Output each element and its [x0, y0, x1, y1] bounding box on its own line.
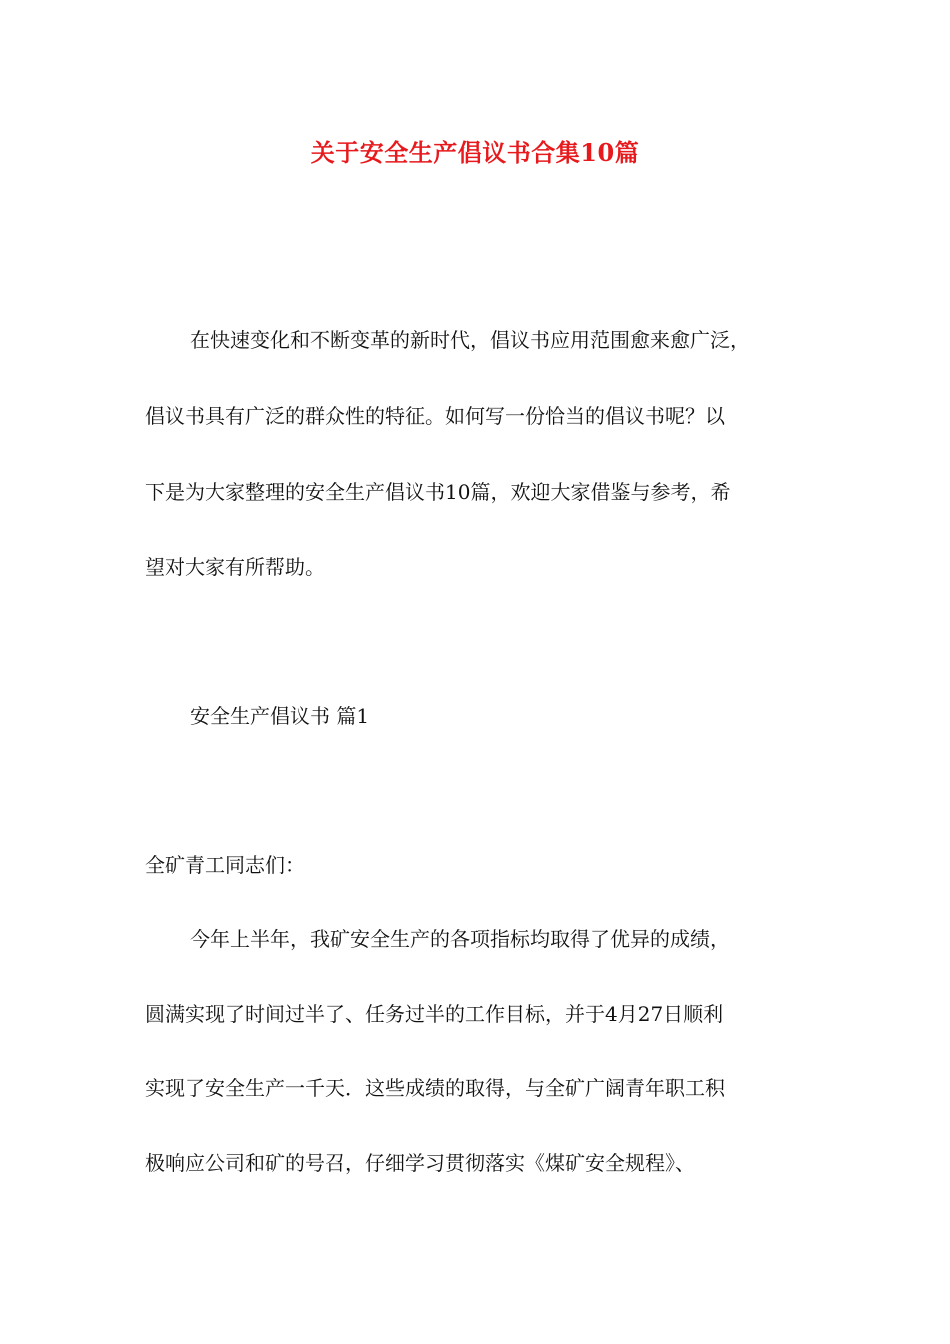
intro-line-3: 下是为大家整理的安全生产倡议书10篇，欢迎大家借鉴与参考，希 — [145, 480, 731, 504]
body-line-3: 实现了安全生产一千天．这些成绩的取得，与全矿广阔青年职工积 — [145, 1076, 725, 1100]
intro-line-1: 在快速变化和不断变革的新时代，倡议书应用范围愈来愈广泛， — [190, 328, 750, 352]
intro-line-4: 望对大家有所帮助。 — [145, 555, 325, 579]
document-title: 关于安全生产倡议书合集10篇 — [310, 138, 640, 167]
body-line-2: 圆满实现了时间过半了、任务过半的工作目标，并于4月27日顺利 — [145, 1002, 724, 1026]
section-heading: 安全生产倡议书 篇1 — [190, 704, 370, 728]
intro-line-2: 倡议书具有广泛的群众性的特征。如何写一份恰当的倡议书呢？以 — [145, 404, 725, 428]
body-line-4: 极响应公司和矿的号召，仔细学习贯彻落实《煤矿安全规程》、 — [145, 1151, 695, 1175]
body-line-1: 今年上半年，我矿安全生产的各项指标均取得了优异的成绩， — [190, 927, 730, 951]
salutation: 全矿青工同志们： — [145, 853, 305, 877]
